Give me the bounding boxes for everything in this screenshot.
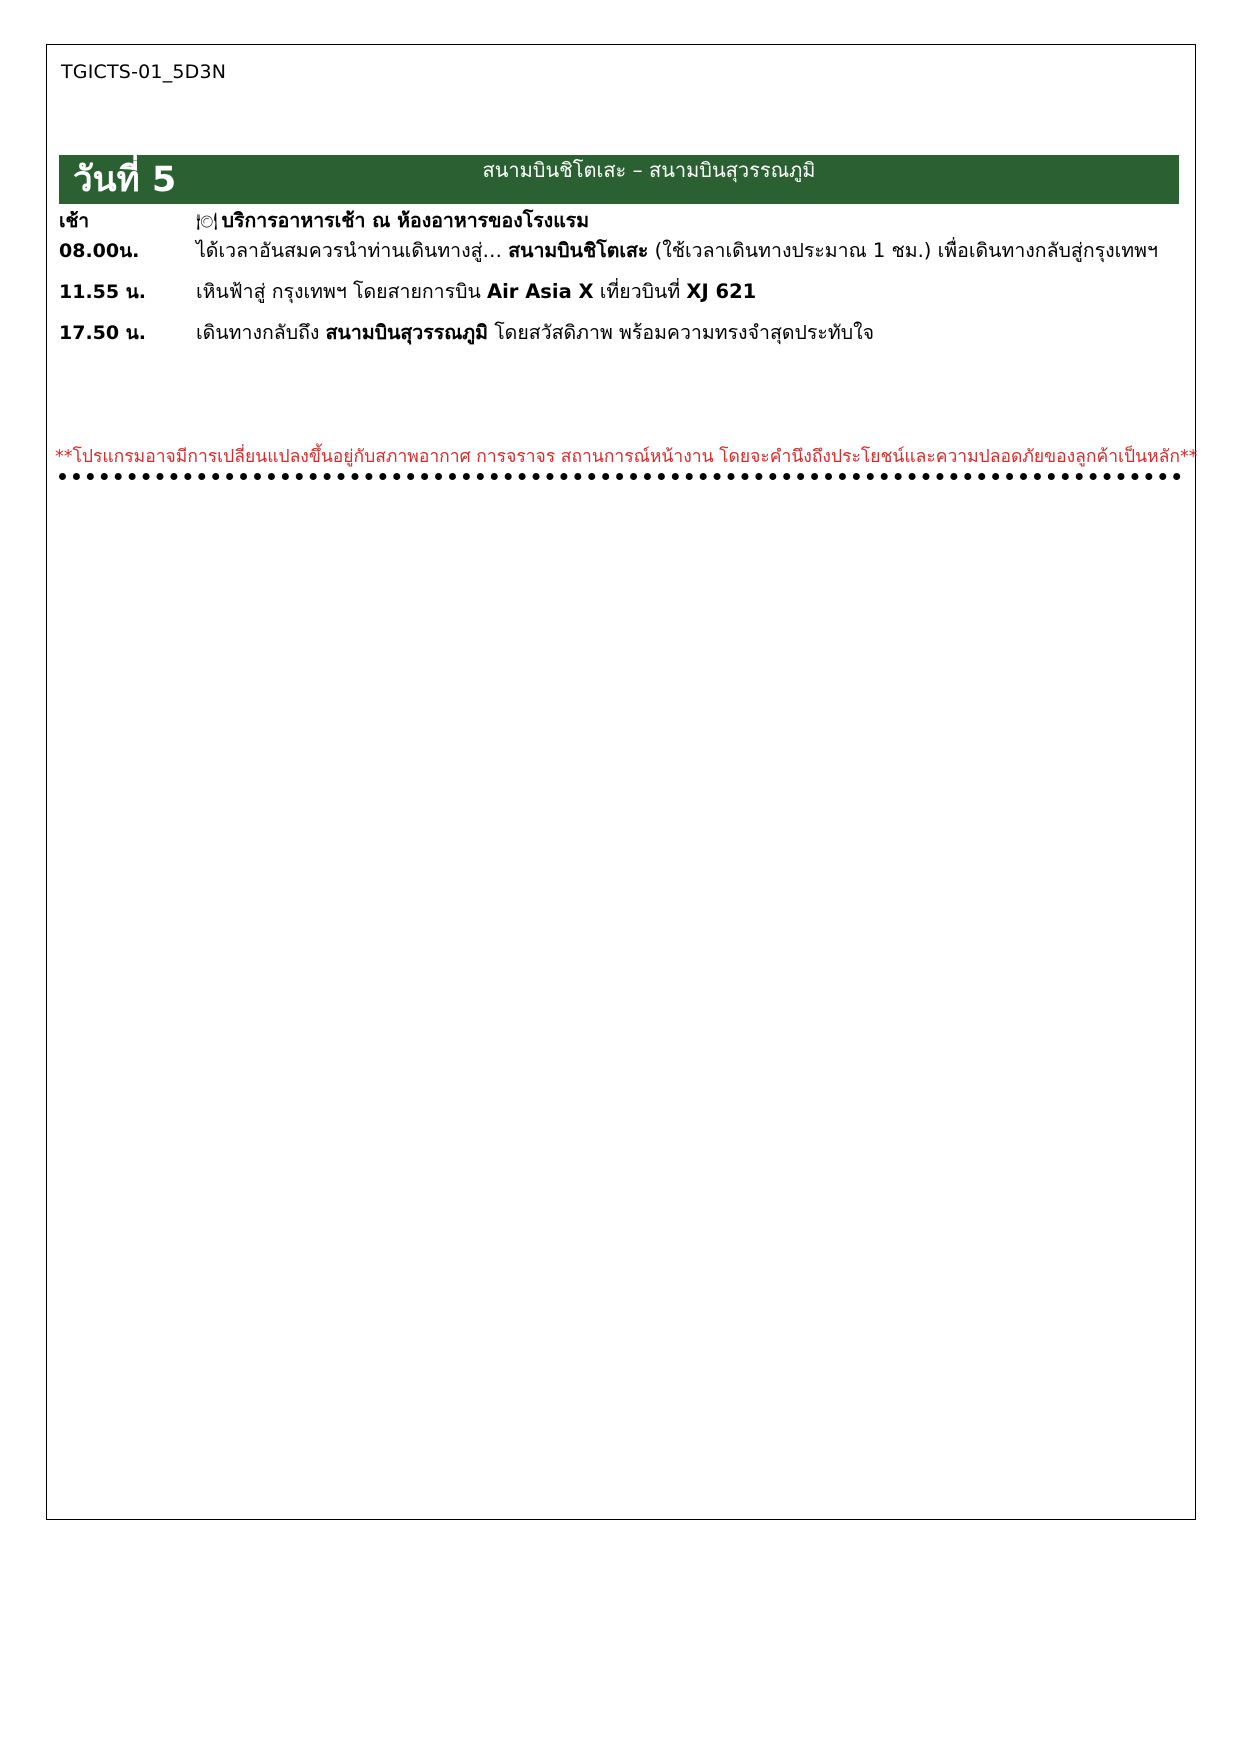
row-text [196,278,1179,306]
meal-icon: 🍽 [196,212,218,232]
row-text-bold: บริการอาหารเช้า ณ ห้องอาหารของโรงแรม [221,209,590,232]
row-text-bold: Air Asia X [487,280,594,303]
document-page [46,44,1196,1520]
dotted-divider [59,473,1181,480]
itinerary-row [59,278,1179,306]
row-text-prefix: เหินฟ้าสู่ กรุงเทพฯ โดยสายการบิน [196,280,488,303]
itinerary-row [59,207,1179,236]
row-text-bold: สนามบินสุวรรณภูมิ [325,321,488,344]
row-text-prefix: ได้เวลาอันสมควรนำท่านเดินทางสู่… [196,239,509,262]
day-route-title: สนามบินชิโตเสะ – สนามบินสุวรรณภูมิ [482,158,816,182]
row-time: เช้า [59,210,90,232]
disclaimer-note: **โปรแกรมอาจมีการเปลี่ยนแปลงขึ้นอยู่กับสภาพอากาศ การจราจร สถานการณ์หน้างาน โดยจะคำนึงถึงประโยชน์และความปลอดภัยของลูกค้าเป็นหลัก** [55,447,1198,467]
row-text [196,237,1179,265]
row-text-rest: (ใช้เวลาเดินทางประมาณ 1 ชม.) เพื่อเดินทางกลับสู่กรุงเทพฯ [648,239,1158,262]
day-label: วันที่ 5 [73,160,177,200]
row-time: 17.50 น. [59,322,146,344]
row-text [196,319,1179,347]
day-header-band [59,155,1179,204]
row-text-mid: เที่ยวบินที่ [593,280,687,303]
row-text-bold-flight: XJ 621 [686,280,757,303]
itinerary-row [59,319,1179,347]
row-text-prefix: เดินทางกลับถึง [196,321,326,344]
row-time: 11.55 น. [59,281,146,303]
row-text-rest: โดยสวัสดิภาพ พร้อมความทรงจำสุดประทับใจ [488,321,875,344]
document-code: TGICTS-01_5D3N [61,61,227,83]
itinerary-rows [59,207,1179,351]
row-time: 08.00น. [59,240,140,262]
row-text-bold: สนามบินชิโตเสะ [508,239,649,262]
itinerary-row [59,237,1179,265]
row-text [196,207,1179,236]
